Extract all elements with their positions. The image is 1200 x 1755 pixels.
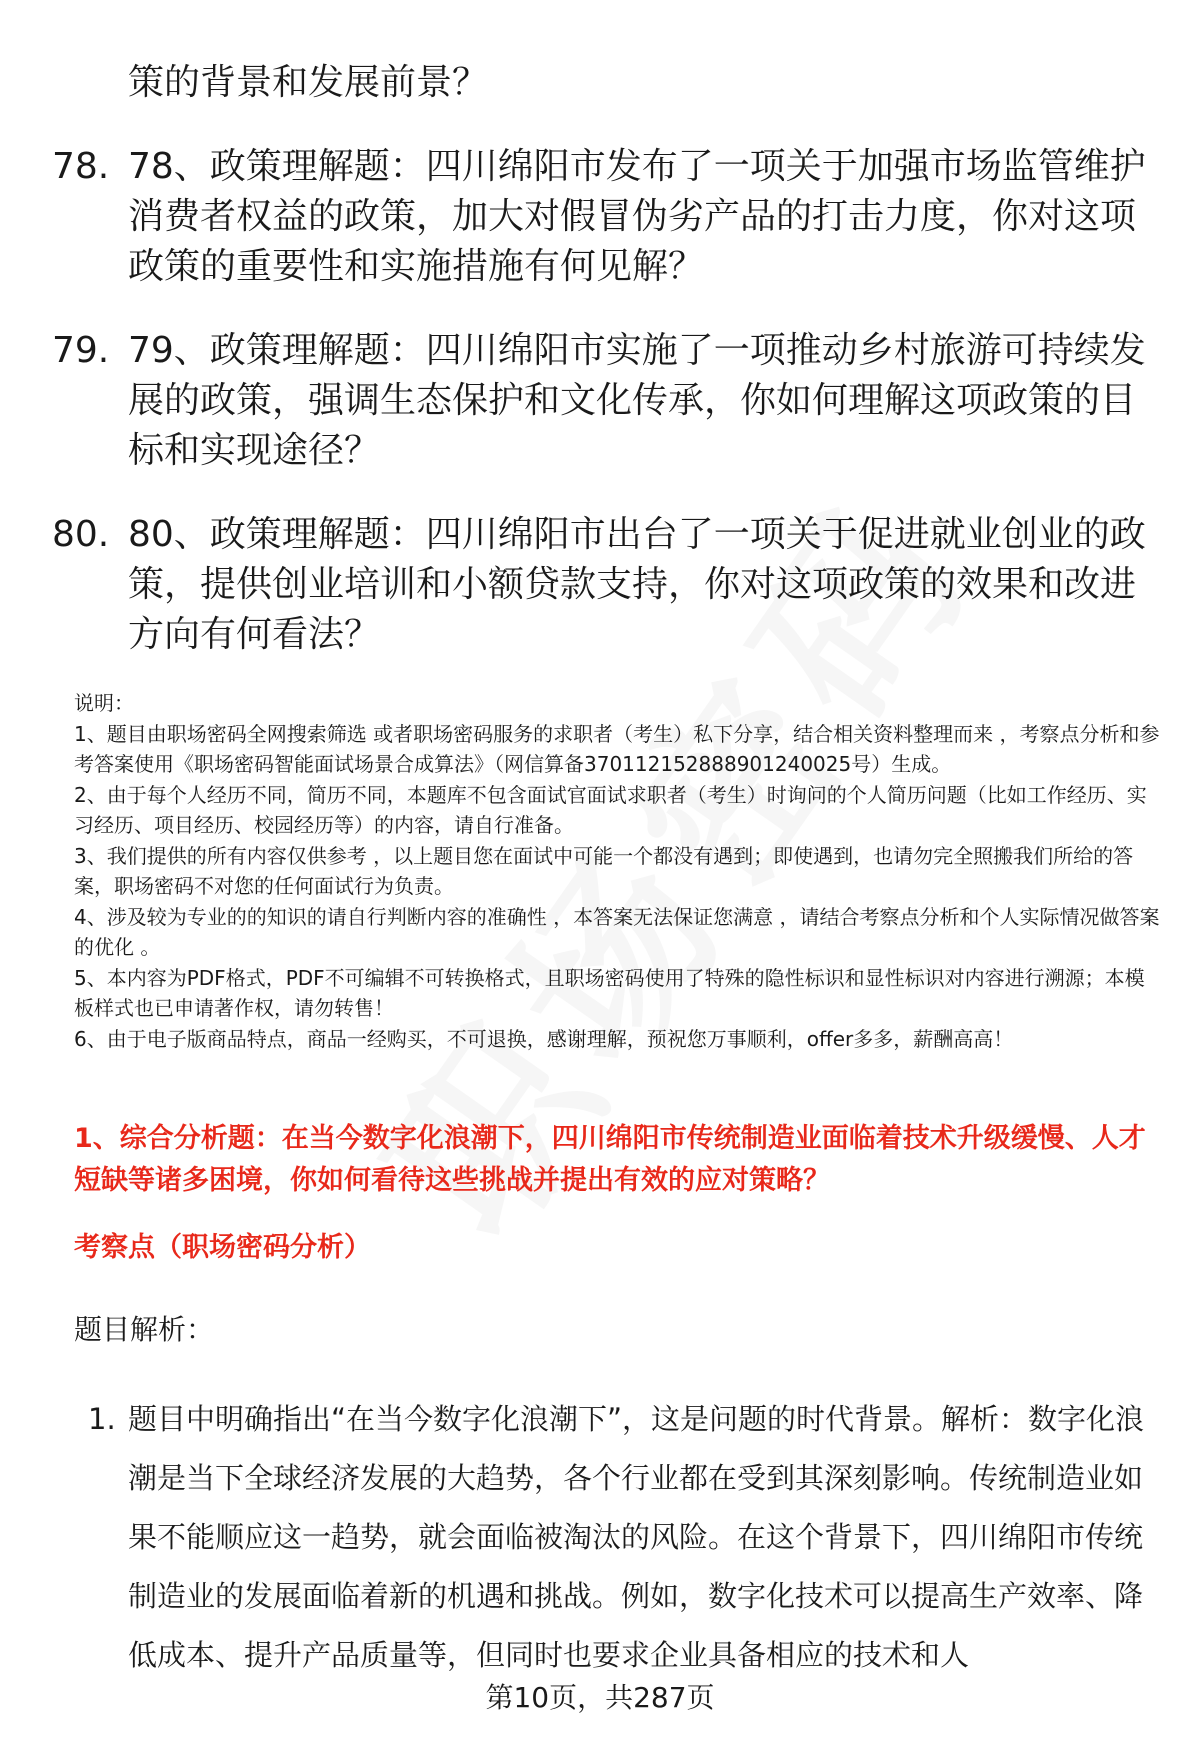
note-item: 4、涉及较为专业的的知识的请自行判断内容的准确性 ，本答案无法保证您满意 ，请结合考察点分析和个人实际情况做答案的优化 。 xyxy=(74,904,1160,959)
question-text: 78、政策理解题：四川绵阳市发布了一项关于加强市场监管维护消费者权益的政策，加大对假冒伪劣产品的打击力度，你对这项政策的重要性和实施措施有何见解？ xyxy=(128,146,1146,287)
question-text: 80、政策理解题：四川绵阳市出台了一项关于促进就业创业的政策，提供创业培训和小额贷款支持，你对这项政策的效果和改进方向有何看法？ xyxy=(128,514,1146,655)
examination-point-heading: 考察点（职场密码分析） xyxy=(74,1232,371,1263)
main-question-heading: 1、综合分析题：在当今数字化浪潮下，四川绵阳市传统制造业面临着技术升级缓慢、人才短缺等诸多困境，你如何看待这些挑战并提出有效的应对策略？ xyxy=(74,1123,1146,1196)
note-item: 3、我们提供的所有内容仅供参考 ，以上题目您在面试中可能一个都没有遇到；即使遇到，也请勿完全照搬我们所给的答案，职场密码不对您的任何面试行为负责。 xyxy=(74,843,1134,898)
analysis-label: 题目解析： xyxy=(74,1313,215,1346)
note-item: 6、由于电子版商品特点，商品一经购买，不可退换，感谢理解，预祝您万事顺利，offer多多，薪酬高高！ xyxy=(74,1026,1014,1051)
notes-section xyxy=(74,688,1164,1054)
question-number: 80. xyxy=(52,514,110,555)
question-item xyxy=(0,326,1200,476)
question-number: 79. xyxy=(52,330,110,371)
analysis-text: 题目中明确指出“在当今数字化浪潮下”，这是问题的时代背景。解析：数字化浪潮是当下全球经济发展的大趋势，各个行业都在受到其深刻影响。传统制造业如果不能顺应这一趋势，就会面临被淘汰的风险。在这个背景下，四川绵阳市传统制造业的发展面临着新的机遇和挑战。例如，数字化技术可以提高生产效率、降低成本、提升产品质量等，但同时也要求企业具备相应的技术和人 xyxy=(128,1402,1145,1672)
analysis-item xyxy=(0,1390,1200,1685)
question-list xyxy=(0,58,1200,660)
notes-title: 说明： xyxy=(74,691,134,715)
page-footer: 第10页，共287页 xyxy=(485,1681,715,1714)
question-continuation: 策的背景和发展前景？ xyxy=(128,62,489,103)
note-item: 5、本内容为PDF格式，PDF不可编辑不可转换格式，且职场密码使用了特殊的隐性标识和显性标识对内容进行溯源；本模板样式也已申请著作权，请勿转售！ xyxy=(74,965,1145,1020)
analysis-number: 1. xyxy=(88,1402,116,1436)
question-item xyxy=(0,142,1200,292)
note-item: 1、题目由职场密码全网搜索筛选 或者职场密码服务的求职者（考生）私下分享，结合相关资料整理而来 ，考察点分析和参考答案使用《职场密码智能面试场景合成算法》（网信算备370112152888901240025号）生成。 xyxy=(74,721,1160,776)
note-item: 2、由于每个人经历不同，简历不同，本题库不包含面试官面试求职者（考生）时询问的个人简历问题（比如工作经历、实习经历、项目经历、校园经历等）的内容，请自行准备。 xyxy=(74,782,1147,837)
question-text: 79、政策理解题：四川绵阳市实施了一项推动乡村旅游可持续发展的政策，强调生态保护和文化传承，你如何理解这项政策的目标和实现途径？ xyxy=(128,330,1146,471)
question-item xyxy=(0,510,1200,660)
question-number: 78. xyxy=(52,146,110,187)
